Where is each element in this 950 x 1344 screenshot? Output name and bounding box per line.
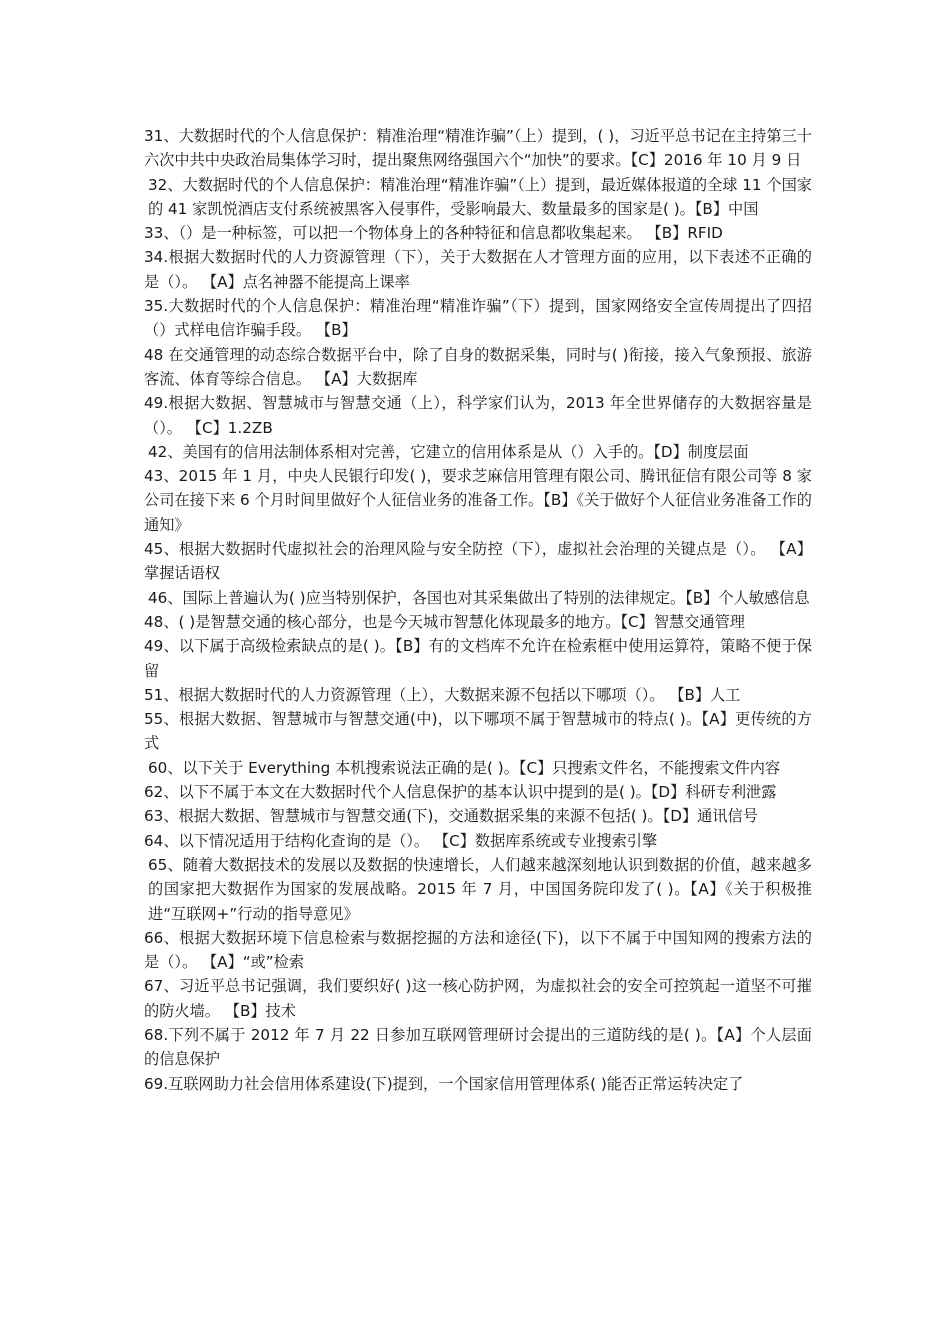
question-33: 33、（）是一种标签，可以把一个物体身上的各种特征和信息都收集起来。 【B】RFID bbox=[144, 224, 723, 243]
question-64: 64、以下情况适用于结构化查询的是（）。 【C】数据库系统或专业搜索引擎 bbox=[144, 831, 658, 850]
question-65: 65、随着大数据技术的发展以及数据的快速增长，人们越来越深刻地认识到数据的价值，越来越多的国家把大数据作为国家的发展战略。2015 年 7 月，中国国务院印发了( )。【A】《关于积极推进“互联网+”行动的指导意见》 bbox=[148, 855, 812, 923]
question-69: 69.互联网助力社会信用体系建设(下)提到，一个国家信用管理体系( )能否正常运转决定了 bbox=[144, 1074, 744, 1093]
question-34: 34.根据大数据时代的人力资源管理（下），关于大数据在人才管理方面的应用，以下表述不正确的是（）。 【A】点名神器不能提高上课率 bbox=[144, 248, 812, 291]
question-46: 46、国际上普遍认为( )应当特别保护，各国也对其采集做出了特别的法律规定。【B】个人敏感信息 bbox=[148, 588, 810, 607]
question-51: 51、根据大数据时代的人力资源管理（上），大数据来源不包括以下哪项（）。 【B】人工 bbox=[144, 685, 741, 704]
document-body bbox=[144, 124, 812, 1096]
question-31: 31、大数据时代的个人信息保护：精准治理“精准诈骗”（上）提到，( )，习近平总书记在主持第三十六次中共中央政治局集体学习时，提出聚焦网络强国六个“加快”的要求。【C】2016 年 10 月 9 日 bbox=[144, 127, 812, 170]
question-35: 35.大数据时代的个人信息保护：精准治理“精准诈骗”（下）提到，国家网络安全宣传周提出了四招（）式样电信诈骗手段。 【B】 bbox=[144, 297, 812, 340]
question-60: 60、以下关于 Everything 本机搜索说法正确的是( )。【C】只搜索文件名，不能搜索文件内容 bbox=[148, 758, 781, 777]
question-43: 43、2015 年 1 月，中央人民银行印发( )，要求芝麻信用管理有限公司、腾讯征信有限公司等 8 家公司在接下来 6 个月时间里做好个人征信业务的准备工作。【B】《关于做好个人征信业务准备工作的通知》 bbox=[144, 467, 812, 534]
question-55: 55、根据大数据、智慧城市与智慧交通(中)，以下哪项不属于智慧城市的特点( )。【A】更传统的方式 bbox=[144, 710, 812, 753]
question-49b: 49、以下属于高级检索缺点的是( )。【B】有的文档库不允许在检索框中使用运算符，策略不便于保留 bbox=[144, 637, 812, 680]
question-67: 67、习近平总书记强调，我们要织好( )这一核心防护网，为虚拟社会的安全可控筑起一道坚不可摧的防火墙。 【B】技术 bbox=[144, 977, 812, 1020]
question-68: 68.下列不属于 2012 年 7 月 22 日参加互联网管理研讨会提出的三道防线的是( )。【A】个人层面的信息保护 bbox=[144, 1025, 812, 1069]
question-62: 62、以下不属于本文在大数据时代个人信息保护的基本认识中提到的是( )。【D】科研专利泄露 bbox=[144, 783, 777, 802]
question-48b: 48、( )是智慧交通的核心部分，也是今天城市智慧化体现最多的地方。【C】智慧交通管理 bbox=[144, 612, 745, 631]
question-32: 32、大数据时代的个人信息保护：精准治理“精准诈骗”（上）提到，最近媒体报道的全球 11 个国家的 41 家凯悦酒店支付系统被黑客入侵事件，受影响最大、数量最多的国家是( )。【B】中国 bbox=[148, 175, 812, 218]
question-48a: 48 在交通管理的动态综合数据平台中，除了自身的数据采集，同时与( )衔接，接入气象预报、旅游客流、体育等综合信息。 【A】大数据库 bbox=[144, 345, 812, 388]
question-42: 42、美国有的信用法制体系相对完善，它建立的信用体系是从（）入手的。【D】制度层面 bbox=[148, 442, 749, 461]
question-66: 66、根据大数据环境下信息检索与数据挖掘的方法和途径(下)，以下不属于中国知网的搜索方法的是（）。 【A】“或”检索 bbox=[144, 928, 812, 972]
question-49a: 49.根据大数据、智慧城市与智慧交通（上），科学家们认为，2013 年全世界储存的大数据容量是（）。 【C】1.2ZB bbox=[144, 394, 812, 437]
question-63: 63、根据大数据、智慧城市与智慧交通(下)，交通数据采集的来源不包括( )。【D】通讯信号 bbox=[144, 807, 758, 826]
question-45: 45、根据大数据时代虚拟社会的治理风险与安全防控（下），虚拟社会治理的关键点是（）。 【A】掌握话语权 bbox=[144, 540, 812, 583]
